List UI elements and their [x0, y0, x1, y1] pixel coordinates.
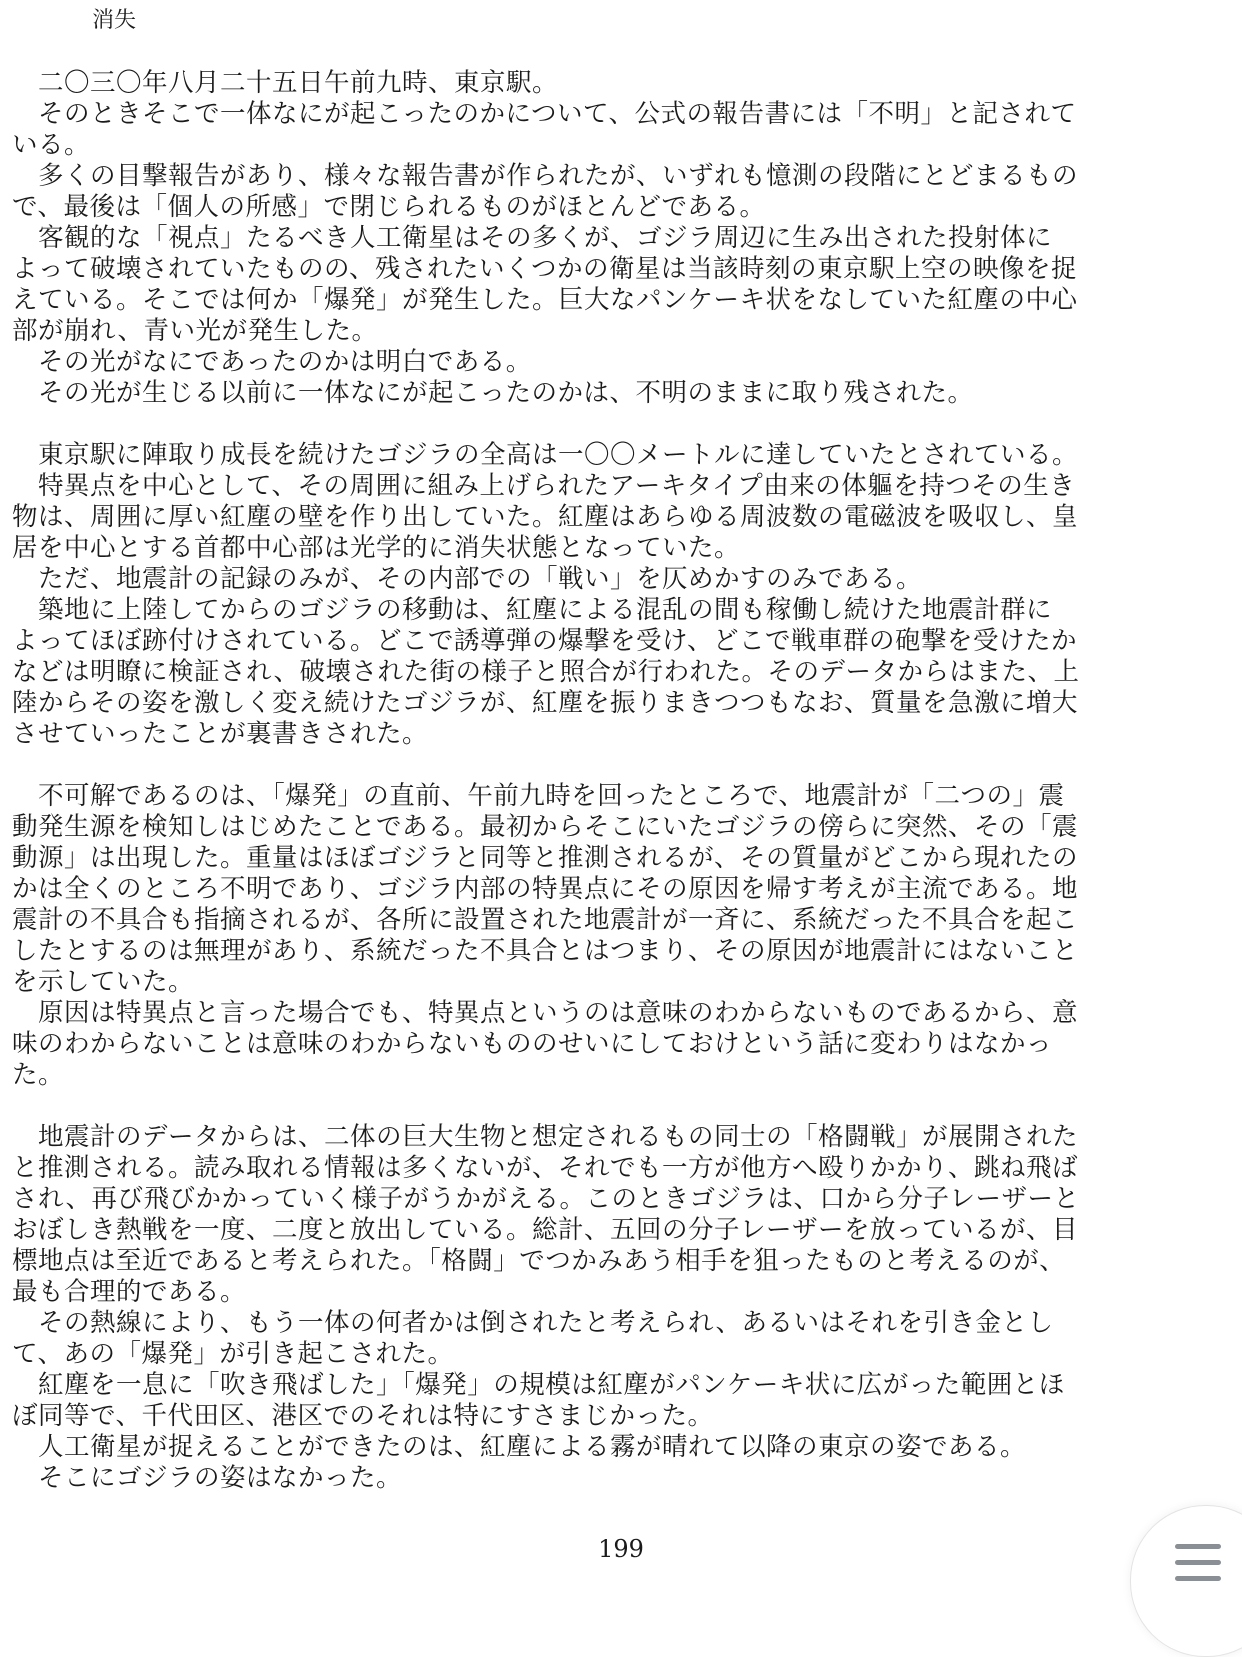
text-line: 不可解であるのは、「爆発」の直前、午前九時を回ったところで、地震計が「二つの」震 — [12, 781, 1065, 811]
menu-button[interactable] — [1130, 1505, 1242, 1657]
page-number: 199 — [598, 1535, 644, 1563]
text-line: 地震計のデータからは、二体の巨大生物と想定されるもの同士の「格闘戦」が展開された — [12, 1122, 1079, 1152]
text-line: て、あの「爆発」が引き起こされた。 — [12, 1339, 454, 1369]
page-text — [12, 68, 1122, 1494]
text-line: 二〇三〇年八月二十五日午前九時、東京駅。 — [12, 68, 559, 98]
text-line: ぼ同等で、千代田区、港区でのそれは特にすさまじかった。 — [12, 1401, 714, 1431]
text-line: 多くの目撃報告があり、様々な報告書が作られたが、いずれも憶測の段階にとどまるもの — [12, 161, 1079, 191]
text-line: などは明瞭に検証され、破壊された街の様子と照合が行われた。そのデータからはまた、上 — [12, 657, 1080, 687]
text-line: よって破壊されていたものの、残されたいくつかの衛星は当該時刻の東京駅上空の映像を捉 — [12, 254, 1077, 284]
blank-line — [12, 1091, 1122, 1122]
text-line: させていったことが裏書きされた。 — [12, 719, 429, 749]
text-line: 部が崩れ、青い光が発生した。 — [12, 316, 378, 346]
text-line: そのときそこで一体なにが起こったのかについて、公式の報告書には「不明」と記されて — [12, 99, 1077, 129]
text-line: 紅塵を一息に「吹き飛ばした」「爆発」の規模は紅塵がパンケーキ状に広がった範囲とほ — [12, 1370, 1065, 1400]
text-line: そこにゴジラの姿はなかった。 — [12, 1463, 403, 1493]
text-line: 最も合理的である。 — [12, 1277, 247, 1307]
text-line: 東京駅に陣取り成長を続けたゴジラの全高は一〇〇メートルに達していたとされている。 — [12, 440, 1079, 470]
blank-line — [12, 750, 1122, 781]
text-line: と推測される。読み取れる情報は多くないが、それでも一方が他方へ殴りかかり、跳ね飛ば — [12, 1153, 1079, 1183]
chapter-title: 消失 — [92, 8, 137, 33]
text-line: えている。そこでは何か「爆発」が発生した。巨大なパンケーキ状をなしていた紅塵の中心 — [12, 285, 1078, 315]
text-line: したとするのは無理があり、系統だった不具合とはつまり、その原因が地震計にはないこと — [12, 936, 1079, 966]
text-line: 人工衛星が捉えることができたのは、紅塵による霧が晴れて以降の東京の姿である。 — [12, 1432, 1027, 1462]
text-line: 標地点は至近であると考えられた。「格闘」でつかみあう相手を狙ったものと考えるのが、 — [12, 1246, 1066, 1276]
text-line: 動発生源を検知しはじめたことである。最初からそこにいたゴジラの傍らに突然、その「震 — [12, 812, 1079, 842]
text-line: よってほぼ跡付けされている。どこで誘導弾の爆撃を受け、どこで戦車群の砲撃を受けたか — [12, 626, 1077, 656]
text-line: その熱線により、もう一体の何者かは倒されたと考えられ、あるいはそれを引き金とし — [12, 1308, 1054, 1338]
text-line: を示していた。 — [12, 967, 195, 997]
text-line: 特異点を中心として、その周囲に組み上げられたアーキタイプ由来の体軀を持つその生き — [12, 471, 1076, 501]
text-line: た。 — [12, 1060, 65, 1090]
text-line: 居を中心とする首都中心部は光学的に消失状態となっていた。 — [12, 533, 741, 563]
text-line: 動源」は出現した。重量はほぼゴジラと同等と推測されるが、その質量がどこから現れたの — [12, 843, 1079, 873]
text-line: され、再び飛びかかっていく様子がうかがえる。このときゴジラは、口から分子レーザーと — [12, 1184, 1080, 1214]
text-line: 物は、周囲に厚い紅塵の壁を作り出していた。紅塵はあらゆる周波数の電磁波を吸収し、皇 — [12, 502, 1079, 532]
text-line: おぼしき熱戦を一度、二度と放出している。総計、五回の分子レーザーを放っているが、目 — [12, 1215, 1079, 1245]
text-line: 築地に上陸してからのゴジラの移動は、紅塵による混乱の間も稼働し続けた地震計群に — [12, 595, 1053, 625]
text-line: 陸からその姿を激しく変え続けたゴジラが、紅塵を振りまきつつもなお、質量を急激に増大 — [12, 688, 1079, 718]
text-line: 原因は特異点と言った場合でも、特異点というのは意味のわからないものであるから、意 — [12, 998, 1079, 1028]
text-line: 客観的な「視点」たるべき人工衛星はその多くが、ゴジラ周辺に生み出された投射体に — [12, 223, 1053, 253]
text-line: ただ、地震計の記録のみが、その内部での「戦い」を仄めかすのみである。 — [12, 564, 923, 594]
blank-line — [12, 409, 1122, 440]
text-line: で、最後は「個人の所感」で閉じられるものがほとんどである。 — [12, 192, 766, 222]
text-line: その光が生じる以前に一体なにが起こったのかは、不明のままに取り残された。 — [12, 378, 974, 408]
text-line: 味のわからないことは意味のわからないもののせいにしておけという話に変わりはなかっ — [12, 1029, 1053, 1059]
text-line: その光がなにであったのかは明白である。 — [12, 347, 532, 377]
text-line: いる。 — [12, 130, 91, 160]
text-line: かは全くのところ不明であり、ゴジラ内部の特異点にその原因を帰す考えが主流である。地 — [12, 874, 1079, 904]
text-line: 震計の不具合も指摘されるが、各所に設置された地震計が一斉に、系統だった不具合を起こ — [12, 905, 1079, 935]
